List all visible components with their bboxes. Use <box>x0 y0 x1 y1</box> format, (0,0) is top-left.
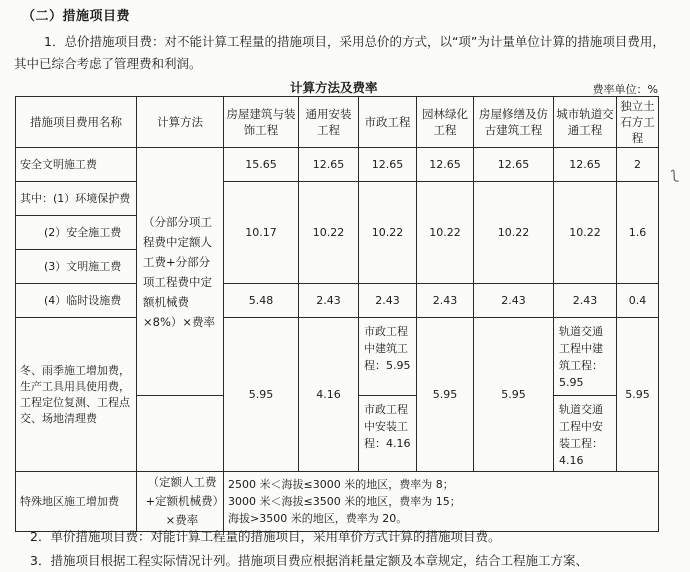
rate-cell: 4.16 <box>299 318 359 472</box>
table-row <box>16 148 659 182</box>
rate-cell: 2.43 <box>554 284 617 318</box>
rate-table <box>15 96 659 532</box>
rail-install-rate: 轨道交通工程中安装工程：4.16 <box>554 396 617 472</box>
table-row <box>16 182 659 216</box>
rate-cell: 5.95 <box>474 318 554 472</box>
table-row <box>16 284 659 318</box>
municipal-building-rate: 市政工程中建筑工程：5.95 <box>359 318 417 396</box>
rate-cell: 12.65 <box>554 148 617 182</box>
paragraph-lump-sum: 1．总价措施项目费：对不能计算工程量的措施项目，采用总价的方式，以“项”为计量单位计算的措施项目费用，其中已综合考虑了管理费和利润。 <box>14 34 665 71</box>
rate-cell: 10.17 <box>224 182 299 284</box>
rate-cell: 10.22 <box>417 182 474 284</box>
header-earthwork: 独立土石方工程 <box>617 97 659 148</box>
rate-cell: 10.22 <box>299 182 359 284</box>
rail-building-rate: 轨道交通工程中建筑工程：5.95 <box>554 318 617 396</box>
rate-cell: 10.22 <box>474 182 554 284</box>
rate-cell: 10.22 <box>554 182 617 284</box>
rate-cell: 0.4 <box>617 284 659 318</box>
rate-cell: 5.95 <box>224 318 299 472</box>
table-row <box>16 472 659 532</box>
rate-cell: 12.65 <box>417 148 474 182</box>
altitude-rate-line: 3000 米＜海拔≤3500 米的地区，费率为 15； <box>228 495 461 508</box>
header-rail: 城市轨道交通工程 <box>554 97 617 148</box>
rate-cell: 2.43 <box>474 284 554 318</box>
municipal-install-rate: 市政工程中安装工程：4.16 <box>359 396 417 472</box>
row-name-env: 其中：(1）环境保护费 <box>16 182 137 216</box>
rate-cell: 2 <box>617 148 659 182</box>
method-cell-continued <box>137 396 224 472</box>
altitude-rate-line: 海拔>3500 米的地区，费率为 20。 <box>228 512 408 525</box>
row-name-safe: (2）安全施工费 <box>16 216 137 250</box>
altitude-rate-line: 2500 米＜海拔≤3000 米的地区，费率为 8； <box>228 478 454 491</box>
row-name-temp: (4）临时设施费 <box>16 284 137 318</box>
header-method: 计算方法 <box>137 97 224 148</box>
rate-cell: 12.65 <box>359 148 417 182</box>
section-heading: （二）措施项目费 <box>22 9 131 24</box>
special-method-cell: （定额人工费+定额机械费）×费率 <box>137 472 224 532</box>
table-row <box>16 318 659 396</box>
row-name-safety: 安全文明施工费 <box>16 148 137 182</box>
rate-cell: 1.6 <box>617 182 659 284</box>
header-garden: 园林绿化工程 <box>417 97 474 148</box>
rate-cell: 5.48 <box>224 284 299 318</box>
rate-unit-note: 费率单位：% <box>592 83 658 96</box>
margin-scribble-icon: ⟅ <box>669 167 681 185</box>
table-title: 计算方法及费率 <box>290 80 378 95</box>
rate-cell: 12.65 <box>474 148 554 182</box>
rate-cell: 12.65 <box>299 148 359 182</box>
rate-cell: 2.43 <box>299 284 359 318</box>
header-installation: 通用安装工程 <box>299 97 359 148</box>
paragraph-unit-price: 2．单价措施项目费：对能计算工程量的措施项目，采用单价方式计算的措施项目费。 <box>30 529 501 544</box>
rate-cell: 2.43 <box>417 284 474 318</box>
header-name: 措施项目费用名称 <box>16 97 137 148</box>
header-building: 房屋建筑与装饰工程 <box>224 97 299 148</box>
rate-cell: 5.95 <box>417 318 474 472</box>
rate-cell: 5.95 <box>617 318 659 472</box>
header-row <box>16 97 659 148</box>
row-name-winter: 冬、雨季施工增加费，生产工具用具使用费，工程定位复测、工程点交、场地清理费 <box>16 318 137 472</box>
paragraph-items: 3．措施项目根据工程实际情况计列。措施项目费应根据消耗量定额及本章规定，结合工程施工方案、 <box>30 553 588 568</box>
rate-cell: 15.65 <box>224 148 299 182</box>
row-name-civil: (3）文明施工费 <box>16 250 137 284</box>
row-name-special: 特殊地区施工增加费 <box>16 472 137 532</box>
header-municipal: 市政工程 <box>359 97 417 148</box>
header-repair: 房屋修缮及仿古建筑工程 <box>474 97 554 148</box>
altitude-rate-note <box>224 472 659 532</box>
rate-cell: 10.22 <box>359 182 417 284</box>
rate-cell: 2.43 <box>359 284 417 318</box>
method-cell: （分部分项工程费中定额人工费+分部分项工程费中定额机械费×8%）×费率 <box>137 148 224 396</box>
